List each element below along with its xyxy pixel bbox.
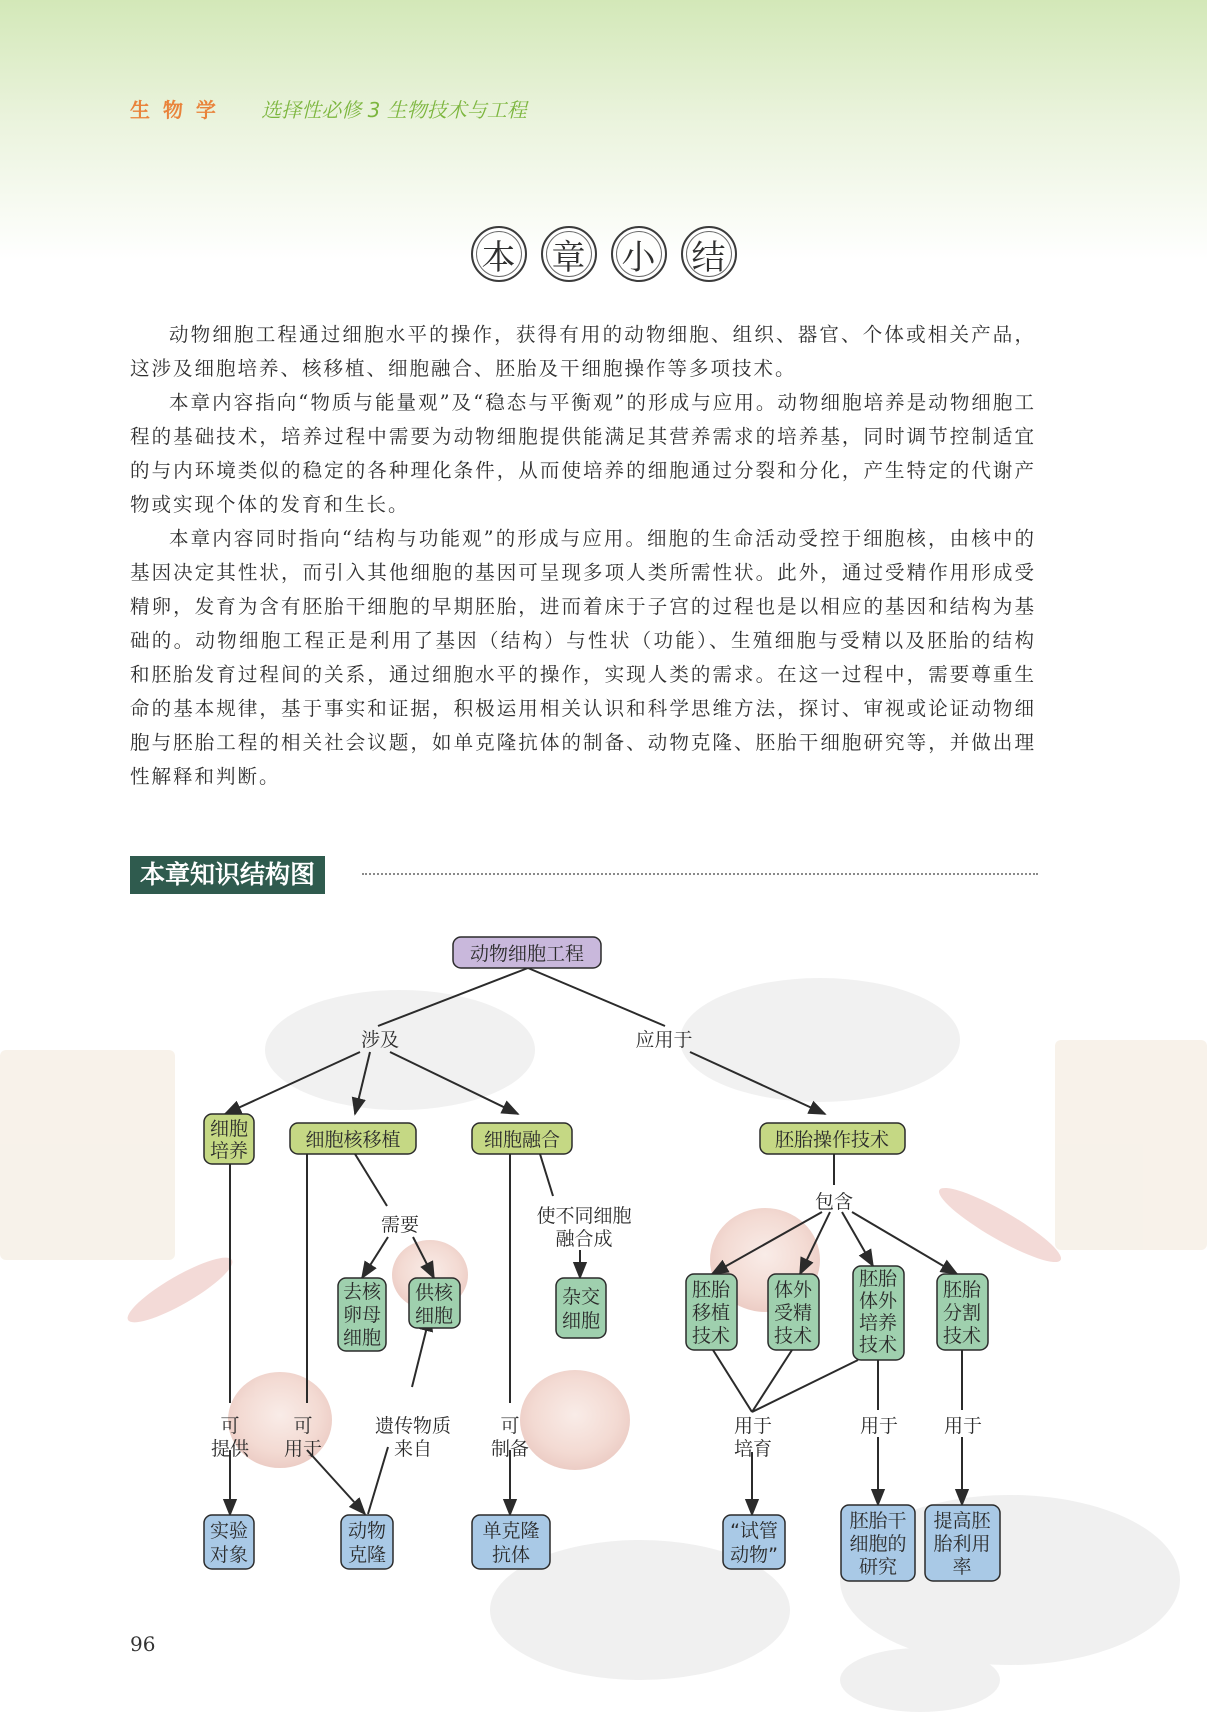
skin-tissue-illustration — [1055, 1040, 1207, 1250]
node-embryo-splitting-line: 技术 — [942, 1325, 982, 1347]
rhino-illustration — [265, 990, 535, 1110]
sperm-illustration — [121, 1248, 239, 1332]
node-enucleated-oocyte-line: 细胞 — [342, 1327, 382, 1349]
node-embryo-transfer-line: 技术 — [691, 1325, 731, 1347]
label-prepare: 制备 — [490, 1438, 530, 1460]
embryo-cell-illustration — [520, 1370, 630, 1470]
label-fusion-into: 融合成 — [555, 1228, 613, 1250]
course-name: 选择性必修 3 生物技术与工程 — [261, 98, 527, 122]
background-illustrations — [0, 978, 1207, 1712]
label-prepare: 可 — [500, 1415, 520, 1437]
node-culture-line: 细胞 — [209, 1118, 249, 1140]
connector — [713, 1350, 752, 1412]
node-fusion: 细胞融合 — [483, 1129, 561, 1151]
label-need: 需要 — [380, 1214, 420, 1236]
node-hybrid-cell-line: 细胞 — [561, 1310, 601, 1332]
paragraph: 本章内容指向“物质与能量观”及“稳态与平衡观”的形成与应用。动物细胞培养是动物细胞工程的基础技术，培养过程中需要为动物细胞提供能满足其营养需求的培养基，同时调节控制适宜的与内环境类似的稳定的各种理化条件，从而使培养的细胞通过分裂和分化，产生特定的代谢产物或实现个体的发育和生长。 — [130, 391, 1036, 516]
node-embryo-splitting-line: 胚胎 — [942, 1279, 982, 1301]
node-experiment-line: 实验 — [209, 1520, 249, 1542]
label-applied-to: 应用于 — [635, 1029, 693, 1051]
node-nuclear-transfer: 细胞核移植 — [305, 1129, 401, 1151]
section-title: 本章知识结构图 — [130, 856, 325, 894]
node-embryo-culture-line: 胚胎 — [858, 1268, 898, 1290]
node-embryo-transfer-line: 胚胎 — [691, 1279, 731, 1301]
node-utilization-line: 提高胚 — [933, 1510, 991, 1532]
label-involves: 涉及 — [360, 1029, 400, 1051]
node-antibody-line: 单克隆 — [482, 1520, 540, 1542]
connector — [842, 1212, 873, 1266]
label-usable-for: 用于 — [283, 1438, 323, 1460]
node-test-tube-line: 动物” — [730, 1544, 778, 1566]
node-hybrid-cell-line: 杂交 — [561, 1286, 601, 1308]
node-antibody-line: 抗体 — [491, 1544, 531, 1566]
label-usable-for: 可 — [293, 1415, 313, 1437]
node-root: 动物细胞工程 — [469, 943, 585, 965]
node-stem-cell-line: 胚胎干 — [849, 1510, 907, 1532]
paragraph: 本章内容同时指向“结构与功能观”的形成与应用。细胞的生命活动受控于细胞核，由核中的基因决定其性状，而引入其他细胞的基因可呈现多项人类所需性状。此外，通过受精作用形成受精卵，发育为含有胚胎干细胞的早期胚胎，进而着床于子宫的过程也是以相应的基因和结构为基础的。动物细胞工程正是利用了基因（结构）与性状（功能）、生殖细胞与受精以及胚胎的结构和胚胎发育过程间的关系，通过细胞水平的操作，实现人类的需求。在这一过程中，需要尊重生命的基本规律，基于事实和证据，积极运用相关认识和科学思维方法，探讨、审视或论证动物细胞与胚胎工程的相关社会议题，如单克隆抗体的制备、动物克隆、胚胎干细胞研究等，并做出理性解释和判断。 — [130, 527, 1036, 788]
sperm-illustration — [932, 1178, 1067, 1272]
node-enucleated-oocyte-line: 卵母 — [342, 1304, 382, 1326]
node-cloning-line: 克隆 — [347, 1544, 387, 1566]
node-stem-cell-line: 研究 — [858, 1556, 898, 1578]
node-utilization-line: 胎利用 — [933, 1533, 991, 1555]
node-enucleated-oocyte-line: 去核 — [342, 1281, 382, 1303]
label-fusion-into: 使不同细胞 — [536, 1205, 632, 1227]
title-char: 结 — [681, 226, 737, 282]
title-char: 本 — [471, 226, 527, 282]
label-used-for: 用于 — [943, 1415, 983, 1437]
title-char: 章 — [541, 226, 597, 282]
connector — [852, 1212, 957, 1274]
rhino-calf-illustration — [840, 1648, 1000, 1712]
label-provide: 提供 — [210, 1438, 250, 1460]
node-test-tube-line: “试管 — [730, 1520, 778, 1542]
label-include: 包含 — [814, 1191, 854, 1213]
title-char: 小 — [611, 226, 667, 282]
connector — [368, 1447, 388, 1514]
label-genetic-source: 来自 — [393, 1438, 433, 1460]
label-genetic-source: 遗传物质 — [374, 1415, 452, 1437]
node-embryo-transfer-line: 移植 — [691, 1302, 731, 1324]
label-breed: 用于 — [733, 1415, 773, 1437]
connector — [362, 1237, 388, 1278]
node-ivf-line: 技术 — [773, 1325, 813, 1347]
node-embryo-culture-line: 技术 — [858, 1334, 898, 1356]
node-donor-cell-line: 细胞 — [414, 1305, 454, 1327]
node-embryo-culture-line: 体外 — [858, 1290, 898, 1312]
node-culture-line: 培养 — [209, 1140, 249, 1162]
node-embryo-culture-line: 培养 — [858, 1312, 898, 1334]
page-number: 96 — [130, 1632, 156, 1656]
label-breed: 培育 — [733, 1438, 773, 1460]
label-used-for: 用于 — [859, 1415, 899, 1437]
label-provide: 可 — [220, 1415, 240, 1437]
connector — [355, 1154, 387, 1206]
connector — [528, 968, 665, 1026]
node-stem-cell-line: 细胞的 — [849, 1533, 907, 1555]
node-embryo: 胚胎操作技术 — [774, 1129, 890, 1151]
paragraph: 动物细胞工程通过细胞水平的操作，获得有用的动物细胞、组织、器官、个体或相关产品，这涉及细胞培养、核移植、细胞融合、胚胎及干细胞操作等多项技术。 — [130, 323, 1036, 380]
subject-name: 生 物 学 — [130, 98, 219, 122]
node-donor-cell-line: 供核 — [414, 1282, 454, 1304]
node-experiment-line: 对象 — [209, 1544, 249, 1566]
rhino-illustration — [680, 978, 960, 1102]
node-ivf-line: 体外 — [773, 1279, 813, 1301]
node-ivf-line: 受精 — [773, 1302, 813, 1324]
skin-tissue-illustration — [0, 1050, 175, 1260]
node-utilization-line: 率 — [952, 1556, 972, 1578]
node-embryo-splitting-line: 分割 — [942, 1302, 982, 1324]
node-cloning-line: 动物 — [347, 1520, 387, 1542]
connector — [540, 1154, 553, 1196]
